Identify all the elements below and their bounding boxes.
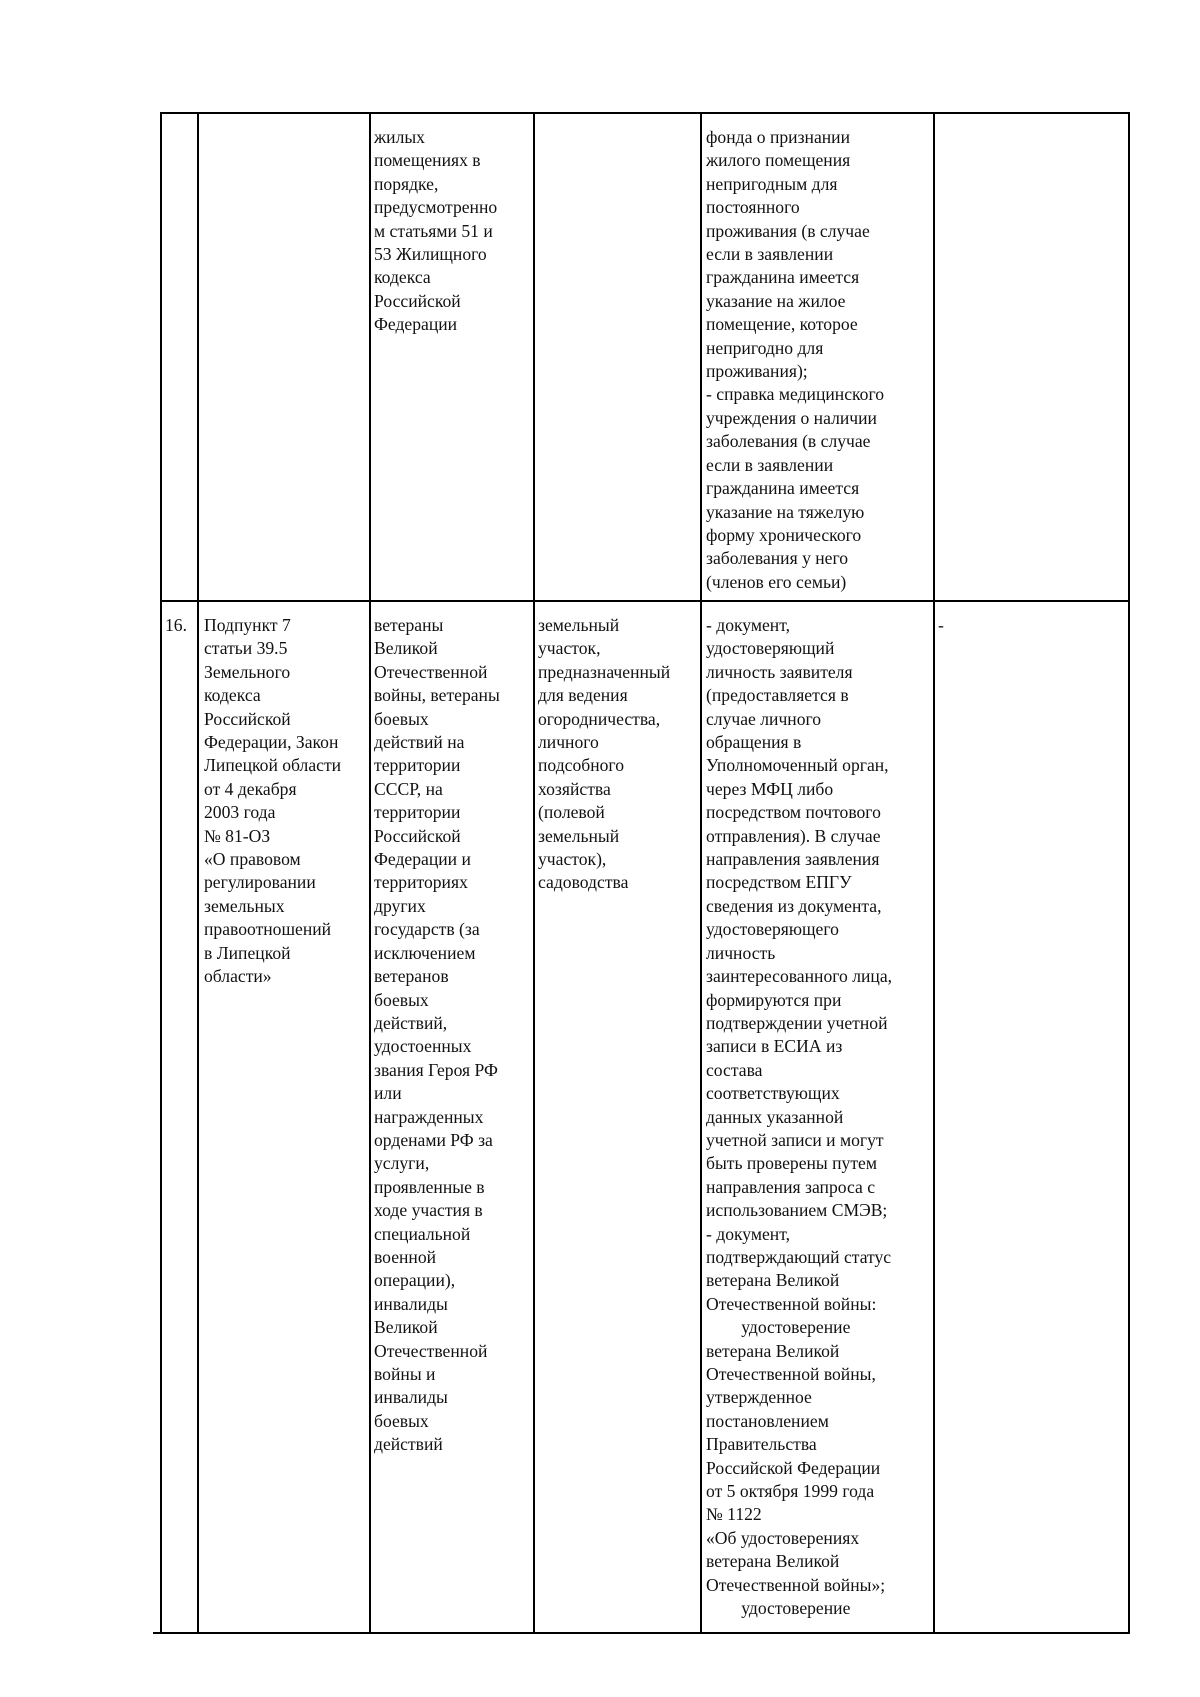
col-border-2: [369, 112, 371, 1634]
row2-land-plot: земельный участок, предназначенный для ведения огородничества, личного подсобного хозяйства (полевой земельный участок), садоводства: [538, 615, 671, 893]
row-divider: [160, 600, 1130, 602]
row2-category: ветераны Великой Отечественной войны, ветераны боевых действий на территории СССР, на территории Российской Федерации и территориях других государств (за исключением ветеранов боевых действий, удостоенных звания Героя РФ или награжденных орденами РФ за услуги, проявленные в ходе участия в специальной военной операции), инвалиды Великой Отечественной войны и инвалиды боевых действий: [374, 615, 500, 1455]
col-border-0: [160, 112, 162, 1634]
table-top-border: [160, 112, 1130, 114]
col-border-1: [197, 112, 199, 1634]
table-bottom-border: [153, 1632, 1130, 1634]
row1-category: жилых помещениях в порядке, предусмотренно м статьями 51 и 53 Жилищного кодекса Российской Федерации: [374, 127, 498, 335]
row2-last: -: [938, 615, 944, 635]
col-border-4: [700, 112, 702, 1634]
row1-documents: фонда о признании жилого помещения непригодным для постоянного проживания (в случае если в заявлении гражданина имеется указание на жилое помещение, которое непригодно для проживания); - справка медицинского учреждения о наличии заболевания (в случае если в заявлении гражданина имеется указание на тяжелую форму хронического заболевания у него (членов его семьи): [706, 127, 885, 592]
row2-number: 16.: [165, 615, 187, 635]
col-border-6: [1128, 112, 1130, 1634]
col-border-5: [933, 112, 935, 1634]
row2-documents: - документ, удостоверяющий личность заявителя (предоставляется в случае личного обращения в Уполномоченный орган, через МФЦ либо посредством почтового отправления). В случае направления заявления посредством ЕПГУ сведения из документа, удостоверяющего личность заинтересованного лица, формируются при подтверждении учетной записи в ЕСИА из состава соответствующих данных указанной учетной записи и могут быть проверены путем направления запроса с использованием СМЭВ; - документ, подтверждающий статус ветерана Великой Отечественной войны: удостоверение ветерана Великой Отечественной войны, утвержденное постановлением Правительства Российской Федерации от 5 октября 1999 года № 1122 «Об удостоверениях ветерана Великой Отечественной войны»; удостоверение: [706, 615, 893, 1619]
row2-law: Подпункт 7 статьи 39.5 Земельного кодекса Российской Федерации, Закон Липецкой области от 4 декабря 2003 года № 81-ОЗ «О правовом регулировании земельных правоотношений в Липецкой области»: [204, 615, 342, 987]
col-border-3: [533, 112, 535, 1634]
